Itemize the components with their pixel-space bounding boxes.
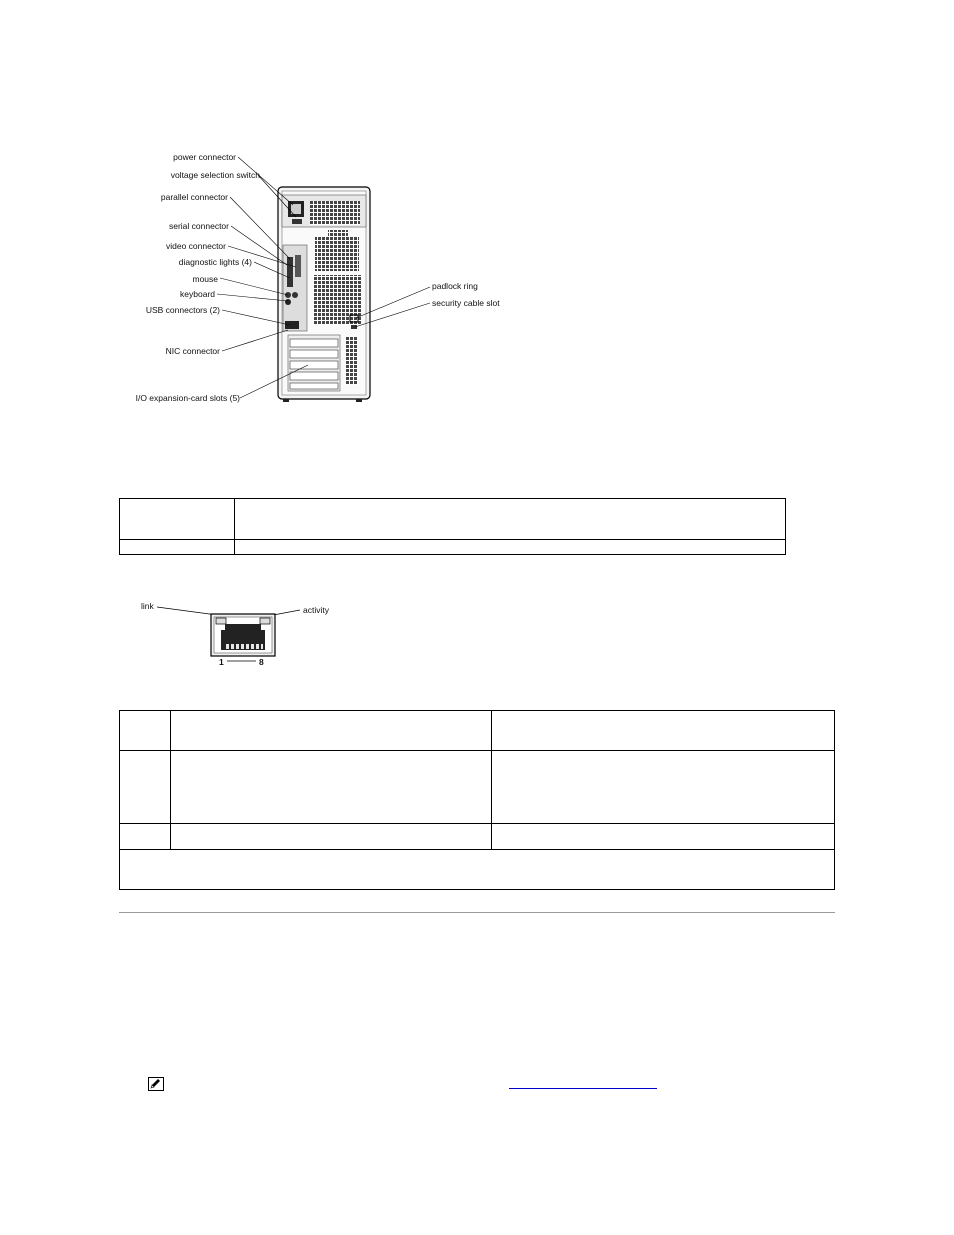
- table-row: [120, 711, 835, 751]
- table-row: [120, 751, 835, 824]
- label-parallel-connector: parallel connector: [160, 192, 228, 202]
- table-cell: [171, 824, 492, 850]
- table-cell: [492, 711, 835, 751]
- nic-connector-figure: [135, 598, 345, 670]
- table-row: [120, 824, 835, 850]
- table-cell: [235, 499, 786, 540]
- table-cell: [120, 751, 171, 824]
- rear-panel-figure: [130, 145, 510, 415]
- label-keyboard: keyboard: [180, 289, 215, 299]
- label-io-expansion-card-slots: I/O expansion-card slots (5): [135, 393, 240, 403]
- label-security-cable-slot: security cable slot: [432, 298, 500, 308]
- table-row: [120, 540, 786, 555]
- note-link[interactable]: [509, 1078, 657, 1089]
- label-voltage-selection-switch: voltage selection switch: [170, 170, 260, 180]
- rear-panel-drawing: [130, 145, 510, 415]
- label-link: link: [141, 601, 154, 611]
- table-cell: [120, 824, 171, 850]
- table-row: [120, 850, 835, 890]
- label-nic-connector: NIC connector: [165, 346, 220, 356]
- note-icon-wrapper: [148, 1077, 164, 1091]
- section-divider: [119, 912, 835, 913]
- label-mouse: mouse: [192, 274, 218, 284]
- label-usb-connectors: USB connectors (2): [145, 305, 220, 315]
- table-cell: [171, 751, 492, 824]
- label-serial-connector: serial connector: [168, 221, 229, 231]
- table-cell: [120, 711, 171, 751]
- table-cell: [171, 711, 492, 751]
- table-cell: [120, 499, 235, 540]
- label-pin-1: 1: [219, 657, 224, 667]
- nic-indicator-table: [119, 710, 835, 890]
- table-row: [120, 499, 786, 540]
- label-padlock-ring: padlock ring: [432, 281, 478, 291]
- label-activity: activity: [303, 605, 329, 615]
- table-cell: [492, 824, 835, 850]
- note-pencil-icon: [148, 1077, 164, 1091]
- label-diagnostic-lights: diagnostic lights (4): [178, 257, 252, 267]
- label-video-connector: video connector: [165, 241, 226, 251]
- connector-table: [119, 498, 786, 555]
- table-cell: [235, 540, 786, 555]
- label-pin-8: 8: [259, 657, 264, 667]
- table-cell: [492, 751, 835, 824]
- label-power-connector: power connector: [173, 152, 236, 162]
- table-cell: [120, 850, 835, 890]
- table-cell: [120, 540, 235, 555]
